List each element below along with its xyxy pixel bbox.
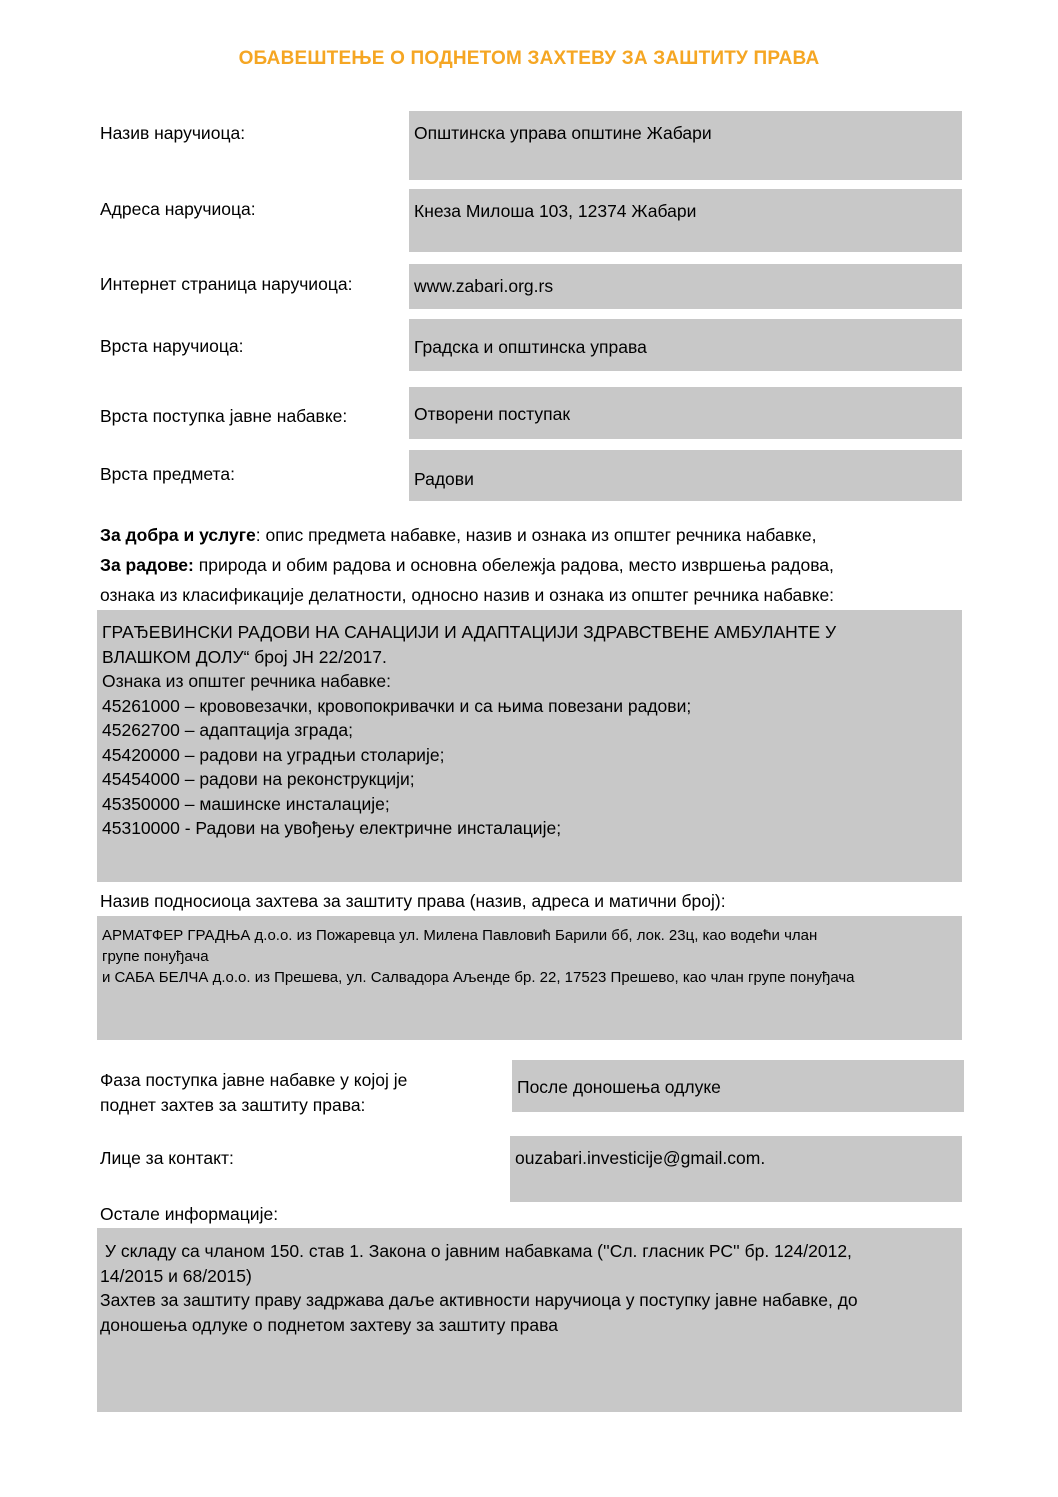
description-line: ВЛАШКОМ ДОЛУ“ број ЈН 22/2017.: [102, 646, 387, 667]
description-line: 45454000 – радови на реконструкцији;: [102, 769, 415, 789]
submitter-label: Назив подносиоца захтева за заштиту права (назив, адреса и матични број):: [100, 891, 726, 911]
submitter-line: АРМАТФЕР ГРАДЊА д.о.о. из Пожаревца ул. Милена Павловић Барили бб, лок. 23ц, као водећи члан: [102, 927, 818, 944]
other-info-line: 14/2015 и 68/2015): [100, 1265, 252, 1286]
contact-label: Лице за контакт:: [100, 1148, 234, 1168]
authority-type-value: Градска и општинска управа: [414, 337, 647, 357]
description-line: 45350000 – машинске инсталације;: [102, 793, 390, 814]
submitter-line: групе понуђача: [102, 948, 209, 965]
contracting-authority-address-field: [409, 189, 962, 252]
contracting-authority-address-value: Кнеза Милоша 103, 12374 Жабари: [414, 201, 697, 221]
contracting-authority-name-field: [409, 111, 962, 180]
description-line: 45310000 - Радови на увођењу електричне инсталације;: [102, 818, 562, 838]
authority-type-field: [409, 319, 962, 371]
other-info-line: доношења одлуке о поднетом захтеву за заштиту права: [100, 1314, 558, 1335]
works-instruction-text: природа и обим радова и основна обележја радова, место извршења радова,: [193, 555, 834, 575]
subject-type-label: Врста предмета:: [100, 464, 235, 484]
works-instruction-bold: За радове:: [100, 555, 194, 575]
other-info-label: Остале информације:: [100, 1204, 279, 1224]
subject-type-value: Радови: [414, 469, 474, 489]
website-value: www.zabari.org.rs: [414, 276, 554, 296]
procedure-type-value: Отворени поступак: [414, 404, 571, 424]
procurement-description-field: [97, 610, 962, 882]
contracting-authority-address-label: Адреса наручиоца:: [100, 199, 256, 219]
description-line: 45262700 – адаптација зграда;: [102, 720, 353, 740]
submitter-line: и САБА БЕЛЧА д.о.о. из Прешева, ул. Салвадора Аљенде бр. 22, 17523 Прешево, као члан групе понуђача: [102, 969, 855, 986]
other-info-field: [97, 1228, 962, 1412]
description-line: 45261000 – крововезачки, кровопокривачки и са њима повезани радови;: [102, 695, 692, 716]
description-line: 45420000 – радови на уградњи столарије;: [102, 744, 445, 765]
website-field: [409, 264, 962, 309]
phase-label: [100, 1068, 407, 1118]
works-instruction-line-2: ознака из класификације делатности, односно назив и ознака из општег речника набавке:: [100, 585, 835, 605]
goods-instruction-text: : опис предмета набавке, назив и ознака из општег речника набавке,: [255, 525, 817, 545]
goods-instruction-bold: За добра и услуге: [100, 525, 256, 545]
authority-type-label: Врста наручиоца:: [100, 336, 244, 356]
website-label: Интернет страница наручиоца:: [100, 274, 353, 294]
phase-label-line-2: поднет захтев за заштиту права:: [100, 1095, 366, 1115]
contact-field: [510, 1136, 962, 1202]
contact-email-value: ouzabari.investicije@gmail.com.: [515, 1148, 766, 1168]
contracting-authority-name-value: Општинска управа општине Жабари: [414, 123, 712, 143]
page-title: ОБАВЕШТЕЊЕ О ПОДНЕТОМ ЗАХТЕВУ ЗА ЗАШТИТУ ПРАВА: [238, 48, 820, 69]
description-instructions: [100, 520, 834, 610]
goods-instruction-line: [100, 520, 834, 550]
other-info-line: Захтев за заштиту праву задржава даље активности наручиоца у поступку јавне набавке, до: [100, 1290, 858, 1310]
contracting-authority-name-label: Назив наручиоца:: [100, 123, 246, 143]
procedure-type-label: Врста поступка јавне набавке:: [100, 406, 348, 426]
subject-type-field: [409, 450, 962, 501]
phase-field: [512, 1060, 964, 1112]
other-info-line: У складу са чланом 150. став 1. Закона о јавним набавкама (''Сл. гласник РС'' бр. 124/2012,: [100, 1241, 852, 1261]
procedure-type-field: [409, 387, 962, 439]
works-instruction-line: [100, 550, 834, 580]
phase-value: После доношења одлуке: [517, 1077, 721, 1097]
submitter-field: [97, 916, 962, 1040]
phase-label-line-1: Фаза поступка јавне набавке у којој је: [100, 1070, 408, 1090]
description-line: Ознака из општег речника набавке:: [102, 671, 391, 691]
description-line: ГРАЂЕВИНСКИ РАДОВИ НА САНАЦИЈИ И АДАПТАЦИЈИ ЗДРАВСТВЕНЕ АМБУЛАНТЕ У: [102, 622, 837, 642]
